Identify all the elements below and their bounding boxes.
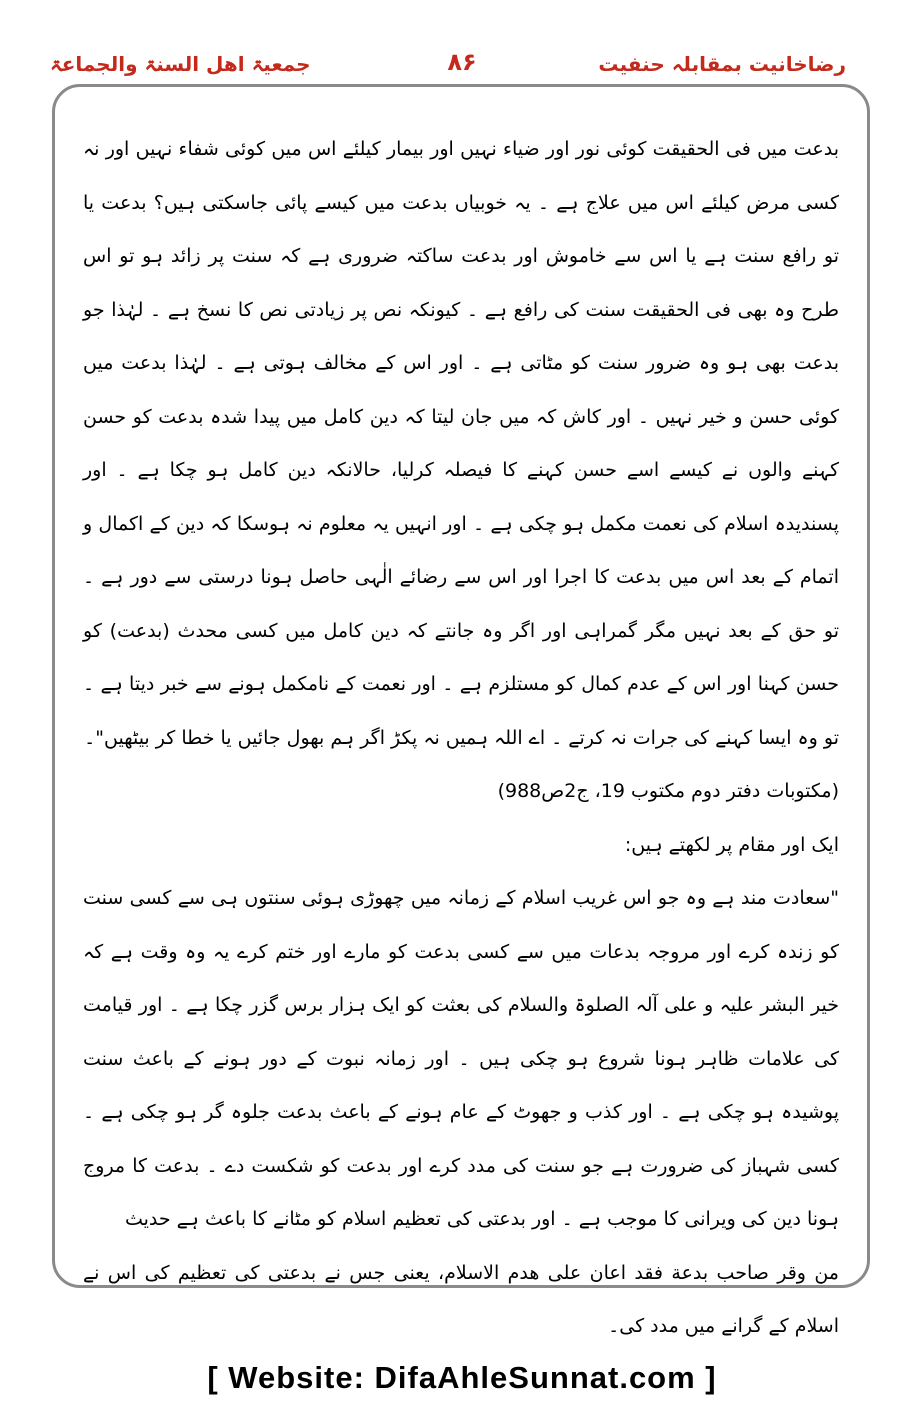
paragraph-4: من وقر صاحب بدعة فقد اعان علی هدم الاسلام، یعنی جس نے بدعتی کی تعظیم کی اس نے اسلام کے گرانے میں مدد کی۔ [83,1261,839,1337]
reference-citation: (مکتوبات دفتر دوم مکتوب 19، ج2ص988) [497,780,839,802]
paragraph-2: ایک اور مقام پر لکھتے ہیں: [624,833,839,856]
organization-name: جمعیۃ اھل السنۃ والجماعۃ [50,52,311,76]
paragraph-3: "سعادت مند ہے وہ جو اس غریب اسلام کے زمانہ میں چھوڑی ہوئی سنتوں ہی سے کسی سنت کو زندہ کرے اور مروجہ بدعات میں سے کسی بدعت کو مارے اور ختم کرے یہ وہ وقت ہے کہ خیر البشر علیہ و علی آلہ الصلوۃ والسلام کی بعثت کو ایک ہزار برس گزر چکا ہے ۔ اور قیامت کی علامات ظاہر ہونا شروع ہو چکی ہیں ۔ اور زمانہ نبوت کے دور ہونے کے باعث سنت پوشیدہ ہو چکی ہے ۔ اور کذب و جھوٹ کے عام ہونے کے باعث بدعت جلوہ گر ہو چکی ہے ۔ کسی شہباز کی ضرورت ہے جو سنت کی مدد کرے اور بدعت کو شکست دے ۔ بدعت کا مروج ہونا دین کی ویرانی کا موجب ہے ۔ اور بدعتی کی تعظیم اسلام کو مٹانے کا باعث ہے حدیث [83,887,839,1230]
website-footer: [ Website: DifaAhleSunnat.com ] [207,1360,717,1395]
page-frame [52,84,870,1337]
page-body [83,123,839,1354]
book-title: رضاخانیت بمقابلہ حنفیت [598,52,846,76]
paragraph-1: بدعت میں فی الحقیقت کوئی نور اور ضیاء نہیں اور بیمار کیلئے اس میں کوئی شفاء نہیں اور نہ کسی مرض کیلئے اس میں علاج ہے ۔ یہ خوبیاں بدعت میں کیسے پائی جاسکتی ہیں؟ بدعت یا تو رافع سنت ہے یا اس سے خاموش اور بدعت ساکتہ ضروری ہے کہ سنت پر زائد ہو تو اس طرح وہ بھی فی الحقیقت سنت کی رافع ہے ۔ کیونکہ نص پر زیادتی نص کا نسخ ہے ۔ لہٰذا جو بدعت بھی ہو وہ ضرور سنت کو مٹاتی ہے ۔ اور اس کے مخالف ہوتی ہے ۔ لہٰذا بدعت میں کوئی حسن و خیر نہیں ۔ اور کاش کہ میں جان لیتا کہ دین کامل میں پیدا شدہ بدعت کو حسن کہنے والوں نے کیسے اسے حسن کہنے کا فیصلہ کرلیا، حالانکہ دین کامل ہو چکا ہے ۔ اور پسندیدہ اسلام کی نعمت مکمل ہو چکی ہے ۔ اور انہیں یہ معلوم نہ ہوسکا کہ دین کے اکمال و اتمام کے بعد اس میں بدعت کا اجرا اور اس سے رضائے الٰہی حاصل ہونا درستی سے دور ہے ۔ تو حق کے بعد نہیں مگر گمراہی اور اگر وہ جانتے کہ دین کامل میں کسی محدث (بدعت) کو حسن کہنا اور اس کے عدم کمال کو مستلزم ہے ۔ اور نعمت کے نامکمل ہونے سے خبر دیتا ہے ۔ تو وہ ایسا کہنے کی جرات نہ کرتے ۔ اے اللہ ہمیں نہ پکڑ اگر ہم بھول جائیں یا خطا کر بیٹھیں"۔ [83,138,839,749]
page-number: ۸۶ [447,48,477,76]
